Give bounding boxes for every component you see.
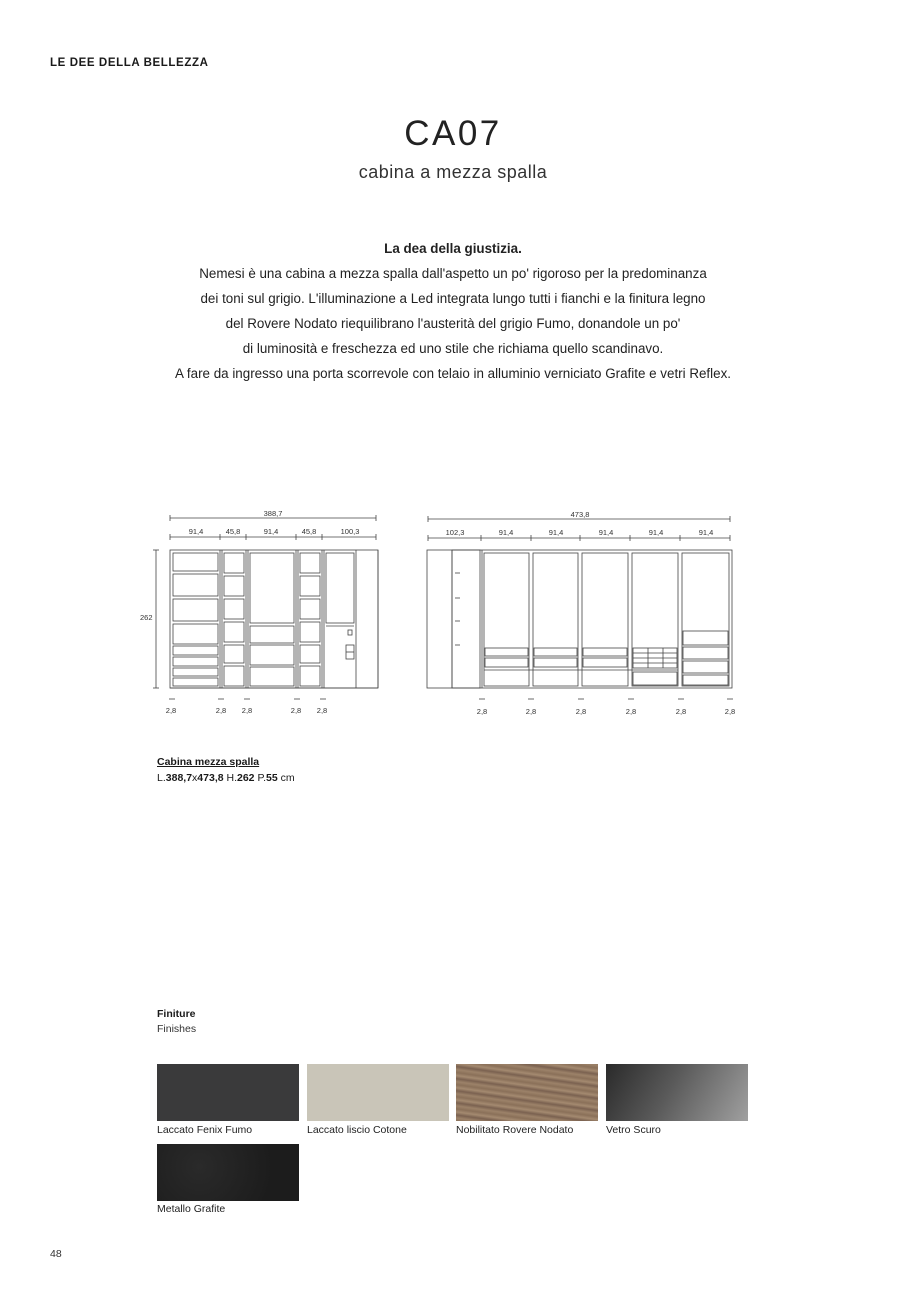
product-code: CA07 — [404, 114, 502, 153]
intro-line: Nemesi è una cabina a mezza spalla dall'aspetto un po' rigoroso per la predominanza — [199, 266, 707, 281]
left-elevation — [153, 515, 378, 699]
cabinet-title: Cabina mezza spalla — [157, 756, 260, 768]
right-module-dim: 91,4 — [498, 528, 514, 537]
swatch-rovere-nodato — [456, 1064, 598, 1121]
intro-heading: La dea della giustizia. — [384, 241, 522, 256]
page-number: 48 — [50, 1248, 62, 1260]
intro-text — [120, 236, 786, 386]
right-total-dim: 473,8 — [570, 510, 590, 519]
right-module-dim: 91,4 — [648, 528, 664, 537]
dim-h-prefix: H. — [223, 772, 237, 784]
right-module-dim: 102,3 — [445, 528, 465, 537]
swatch-metallo-grafite — [157, 1144, 299, 1201]
dim-p-value: 55 — [266, 772, 278, 784]
right-module-dim: 91,4 — [548, 528, 564, 537]
dim-l-prefix: L. — [157, 772, 166, 784]
swatch-vetro-scuro — [606, 1064, 748, 1121]
right-elevation — [427, 516, 733, 699]
dim-p-prefix: P. — [254, 772, 267, 784]
finishes-title: Finiture — [157, 1008, 196, 1020]
swatch-label: Laccato liscio Cotone — [307, 1124, 407, 1136]
right-module-dim: 91,4 — [598, 528, 614, 537]
right-side-dim: 2,8 — [724, 707, 736, 716]
finishes-subtitle: Finishes — [157, 1023, 197, 1035]
left-module-dim: 100,3 — [340, 527, 360, 536]
swatch-label: Laccato Fenix Fumo — [157, 1124, 253, 1136]
dim-l2-value: 473,8 — [197, 772, 224, 784]
brand-header: LE DEE DELLA BELLEZZA — [50, 57, 209, 69]
right-side-dim: 2,8 — [625, 707, 637, 716]
product-subtitle: cabina a mezza spalla — [358, 162, 548, 182]
intro-line: di luminosità e freschezza ed uno stile che richiama quello scandinavo. — [242, 341, 664, 356]
intro-line: del Rovere Nodato riequilibrano l'austerità del grigio Fumo, donandole un po' — [225, 316, 681, 331]
right-side-dim: 2,8 — [575, 707, 587, 716]
right-side-dim: 2,8 — [525, 707, 537, 716]
swatch-cotone — [307, 1064, 449, 1121]
swatch-label: Vetro Scuro — [606, 1124, 661, 1136]
right-side-dim: 2,8 — [476, 707, 488, 716]
right-side-dim: 2,8 — [675, 707, 687, 716]
swatch-label: Nobilitato Rovere Nodato — [456, 1124, 574, 1136]
technical-drawing — [130, 500, 750, 720]
dim-h-value: 262 — [237, 772, 255, 784]
swatch-fenix-fumo — [157, 1064, 299, 1121]
left-total-dim: 388,7 — [263, 509, 283, 518]
left-module-dim: 45,8 — [225, 527, 241, 536]
left-module-dim: 91,4 — [263, 527, 279, 536]
right-module-dim: 91,4 — [698, 528, 714, 537]
swatch-label: Metallo Grafite — [157, 1203, 226, 1215]
left-side-dim: 2,8 — [290, 706, 302, 715]
dim-unit: cm — [277, 772, 295, 784]
left-module-dim: 91,4 — [188, 527, 204, 536]
left-side-dim: 2,8 — [316, 706, 328, 715]
dim-l-value: 388,7 — [165, 772, 193, 784]
dim-x: x — [192, 772, 198, 784]
left-side-dim: 2,8 — [165, 706, 177, 715]
left-side-dim: 2,8 — [215, 706, 227, 715]
intro-line: dei toni sul grigio. L'illuminazione a Led integrata lungo tutti i fianchi e la finitura legno — [200, 291, 706, 306]
left-height-dim: 262 — [140, 613, 153, 622]
cabinet-dimensions — [157, 772, 295, 784]
left-side-dim: 2,8 — [241, 706, 253, 715]
left-module-dim: 45,8 — [301, 527, 317, 536]
intro-line: A fare da ingresso una porta scorrevole con telaio in alluminio verniciato Grafite e vetri Reflex. — [175, 366, 731, 381]
